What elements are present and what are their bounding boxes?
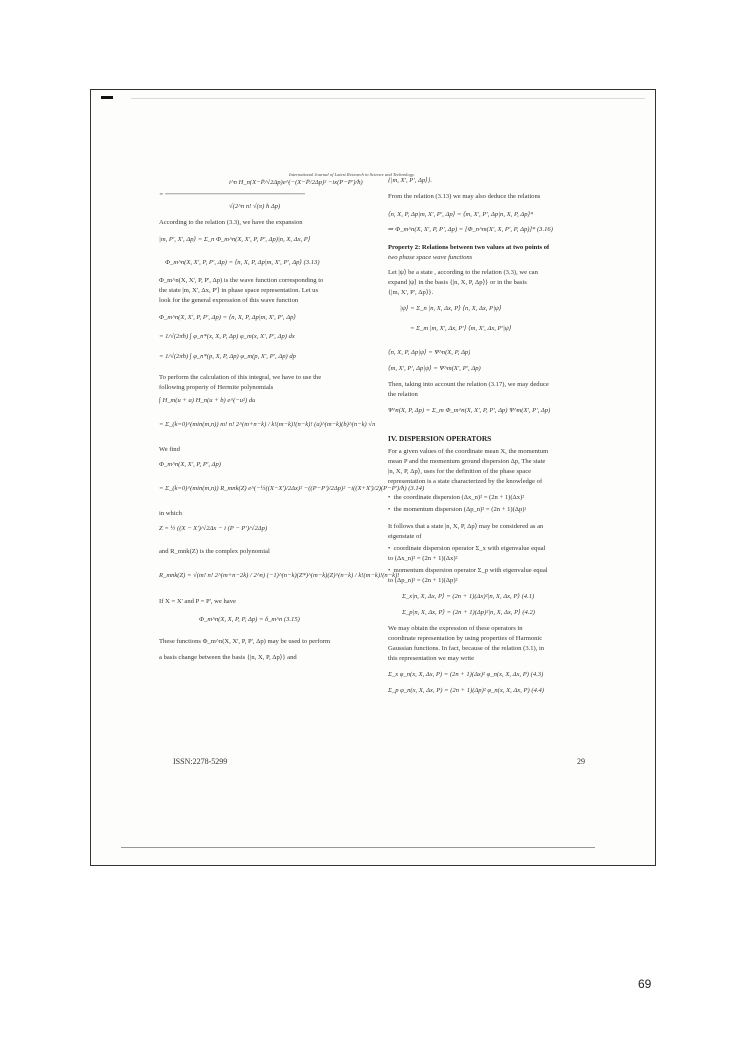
- property-2-title: Property 2: Relations between two values at two points of: [388, 244, 550, 251]
- equation-4-1: Σ_x|n, X, Δx, P⟩ = (2n + 1)(Δx)²|n, X, Δx, P⟩ (4.1): [402, 593, 535, 600]
- equation-3-13: Φ_m^n(X, X', P, P', Δp) = ⟨n, X, P, Δp|m, X', P', Δp⟩ (3.13): [165, 259, 320, 266]
- equation-line: Z = ½ ((X − X')/√2Δx − i (P − P')/√2Δp): [159, 525, 268, 532]
- paragraph-line: look for the general expression of this wave function: [159, 297, 299, 304]
- paragraph-line: to (Δx_n)² = (2n + 1)(Δx)²: [388, 555, 458, 562]
- paragraph-line: coordinate representation by using properties of Harmonic: [388, 635, 543, 642]
- equation-3-15: Φ_m^n(X, X, P, P, Δp) = δ_m^n (3.15): [199, 616, 300, 623]
- equation-line: ⟨m, X', P', Δp|ψ⟩ = Ψ^m(X', P', Δp): [388, 365, 481, 372]
- journal-header: International Journal of Latest Research in Science and Technology.: [289, 172, 415, 177]
- scan-bottom-edge: [121, 847, 595, 848]
- equation-line: {|m, X', P', Δp⟩}.: [388, 177, 433, 184]
- scanned-page: [90, 89, 656, 866]
- equation-line: Φ_m^n(X, X', P, P', Δp) = ⟨n, X, P, Δp|m, X', P', Δp⟩: [159, 314, 296, 321]
- paragraph-line: It follows that a state |n, X, P, Δp⟩ may be considered as an: [388, 523, 544, 530]
- equation-line: ∫ H_m(u + a) H_n(u + b) e^(−u²) du: [159, 397, 256, 404]
- paragraph-line: For a given values of the coordinate mean X, the momentum: [388, 448, 549, 455]
- paragraph-line: Then, taking into account the relation (3.17), we may deduce: [388, 381, 549, 388]
- equation-line: Ψ^n(X, P, Δp) = Σ_m Φ_m^n(X, X', P, P', Δp) Ψ^m(X', P', Δp): [388, 407, 551, 414]
- equation-line: |ψ⟩ = Σ_n |n, X, Δx, P⟩ ⟨n, X, Δx, P|ψ⟩: [400, 305, 502, 312]
- paragraph-line: the relation: [388, 391, 418, 398]
- bullet-item: • the momentum dispersion (Δp_n)² = (2n + 1)(Δp)²: [388, 506, 527, 513]
- paragraph-line: These functions Φ_m^n(X, X', P, P', Δp) may be used to perform: [159, 638, 331, 645]
- bullet-item: • momentum dispersion operator Σ_p with eigenvalue equal: [388, 567, 548, 574]
- equation-line: ⟨n, X, P, Δp|ψ⟩ = Ψ^n(X, P, Δp): [388, 349, 471, 356]
- paragraph-line: eigenstate of: [388, 533, 422, 540]
- paragraph-line: this representation we may write: [388, 655, 475, 662]
- paragraph-line: a basis change between the basis {|n, X, P, Δp⟩} and: [159, 654, 297, 661]
- paragraph-line: According to the relation (3.3), we have the expansion: [159, 219, 303, 226]
- paragraph-line: in which: [159, 510, 182, 517]
- equation-4-3: Σ_x φ_n(x, X, Δx, P) = (2n + 1)(Δx)² φ_n(x, X, Δx, P) (4.3): [388, 671, 544, 678]
- paragraph-line: expand |ψ⟩ in the basis {|n, X, P, Δp⟩} or in the basis: [388, 279, 527, 286]
- paragraph-line: representation is a state characterized by the knowledge of: [388, 478, 543, 485]
- scan-page-number: 29: [577, 757, 585, 766]
- issn-footer: ISSN:2278-5299: [173, 757, 228, 766]
- bullet-item: • the coordinate dispersion (Δx_n)² = (2n + 1)(Δx)²: [388, 494, 525, 501]
- equation-line: = 1/√(2πħ) ∫ φ_n*(x, X, P, Δp) φ_m(x, X', P', Δp) dx: [159, 333, 295, 340]
- property-2-subtitle: two phase space wave functions: [388, 254, 473, 261]
- page-number: 69: [638, 977, 652, 991]
- equation-line: = Σ_(k=0)^(min(m,n)) m! n! 2^(m+n−k) / k!(m−k)!(n−k)! (a)^(m−k)(b)^(n−k) √π: [159, 421, 376, 428]
- scan-mark: [101, 96, 113, 99]
- paragraph-line: the state |m, X', Δx, P'⟩ in phase space representation. Let us: [159, 287, 319, 294]
- eq-top-bar: = ──────────────────────────────: [159, 191, 306, 198]
- equation-3-14: = Σ_(k=0)^(min(m,n)) R_mnk(Z) e^(−½((X−X')/2Δx)² −((P−P')/2Δp)² −i((X+X')/2)(P−P')/ħ) (3.14): [159, 485, 425, 492]
- paragraph-line: |n, X, P, Δp⟩, uses for the definition of the phase space: [388, 468, 532, 475]
- paragraph-line: to (Δp_n)² = (2n + 1)(Δp)²: [388, 577, 458, 584]
- paragraph-line: following property of Hermite polynomials: [159, 384, 274, 391]
- eq-top-numerator: i^n H_n(X−P̄/√2Δp)e^(−(X−P̄/2Δp)² −ix(P−P')/ħ): [229, 179, 363, 186]
- paragraph-line: mean P and the momentum ground dispersion Δp, The state: [388, 458, 546, 465]
- paragraph-line: Gaussian functions. In fact, because of the relation (3.1), in: [388, 645, 545, 652]
- paragraph-line: Let |ψ⟩ be a state , according to the relation (3.3), we can: [388, 269, 538, 276]
- scan-top-edge: [131, 98, 645, 99]
- paragraph-line: To perform the calculation of this integral, we have to use the: [159, 374, 322, 381]
- paragraph-line: We find: [159, 446, 180, 453]
- equation-4-4: Σ_p φ_n(x, X, Δx, P) = (2n + 1)(Δp)² φ_n(x, X, Δx, P) (4.4): [388, 687, 545, 694]
- paragraph-line: Φ_m^n(X, X', P, P', Δp) is the wave function corresponding to: [159, 277, 324, 284]
- bullet-item: • coordinate dispersion operator Σ_x with eigenvalue equal: [388, 545, 546, 552]
- paragraph-line: {|m, X', P', Δp⟩}.: [388, 289, 434, 296]
- equation-3-16: ⇒ Φ_m^n(X, X', P, P', Δp) = [Φ_n^m(X', X, P', P, Δp)]* (3.16): [388, 226, 553, 233]
- equation-line: = 1/√(2πħ) ∫ φ_n*(p, X, P, Δp) φ_m(p, X', P', Δp) dp: [159, 353, 296, 360]
- equation-line: = Σ_m |m, X', Δx, P'⟩ ⟨m, X', Δx, P'|ψ⟩: [410, 325, 512, 332]
- equation-line: Φ_m^n(X, X', P, P', Δp): [159, 461, 221, 468]
- section-heading: IV. DISPERSION OPERATORS: [388, 434, 492, 443]
- equation-line: |m, P', X', Δp⟩ = Σ_n Φ_m^n(X, X', P, P', Δp)|n, X, Δx, P⟩: [159, 236, 311, 243]
- paragraph-line: From the relation (3.13) we may also deduce the relations: [388, 193, 541, 200]
- equation-4-2: Σ_p|n, X, Δx, P⟩ = (2n + 1)(Δp)²|n, X, Δx, P⟩ (4.2): [402, 609, 535, 616]
- equation-line: R_mnk(Z) = √(m! n! 2^(m+n−2k) / 2^n) (−1)^(n−k)(Z*)^(m−k)(Z)^(n−k) / k!(m−k)!(n−k)!: [159, 572, 400, 579]
- equation-line: ⟨n, X, P, Δp|m, X', P', Δp⟩ = ⟨m, X', P', Δp|n, X, P, Δp⟩*: [388, 211, 534, 218]
- paragraph-line: If X = X' and P = P', we have: [159, 598, 236, 605]
- paragraph-line: and R_mnk(Z) is the complex polynomial: [159, 548, 270, 555]
- eq-top-denominator: √(2^n n! √(π) ħ Δp): [229, 203, 281, 210]
- paragraph-line: We may obtain the expression of these operators in: [388, 625, 523, 632]
